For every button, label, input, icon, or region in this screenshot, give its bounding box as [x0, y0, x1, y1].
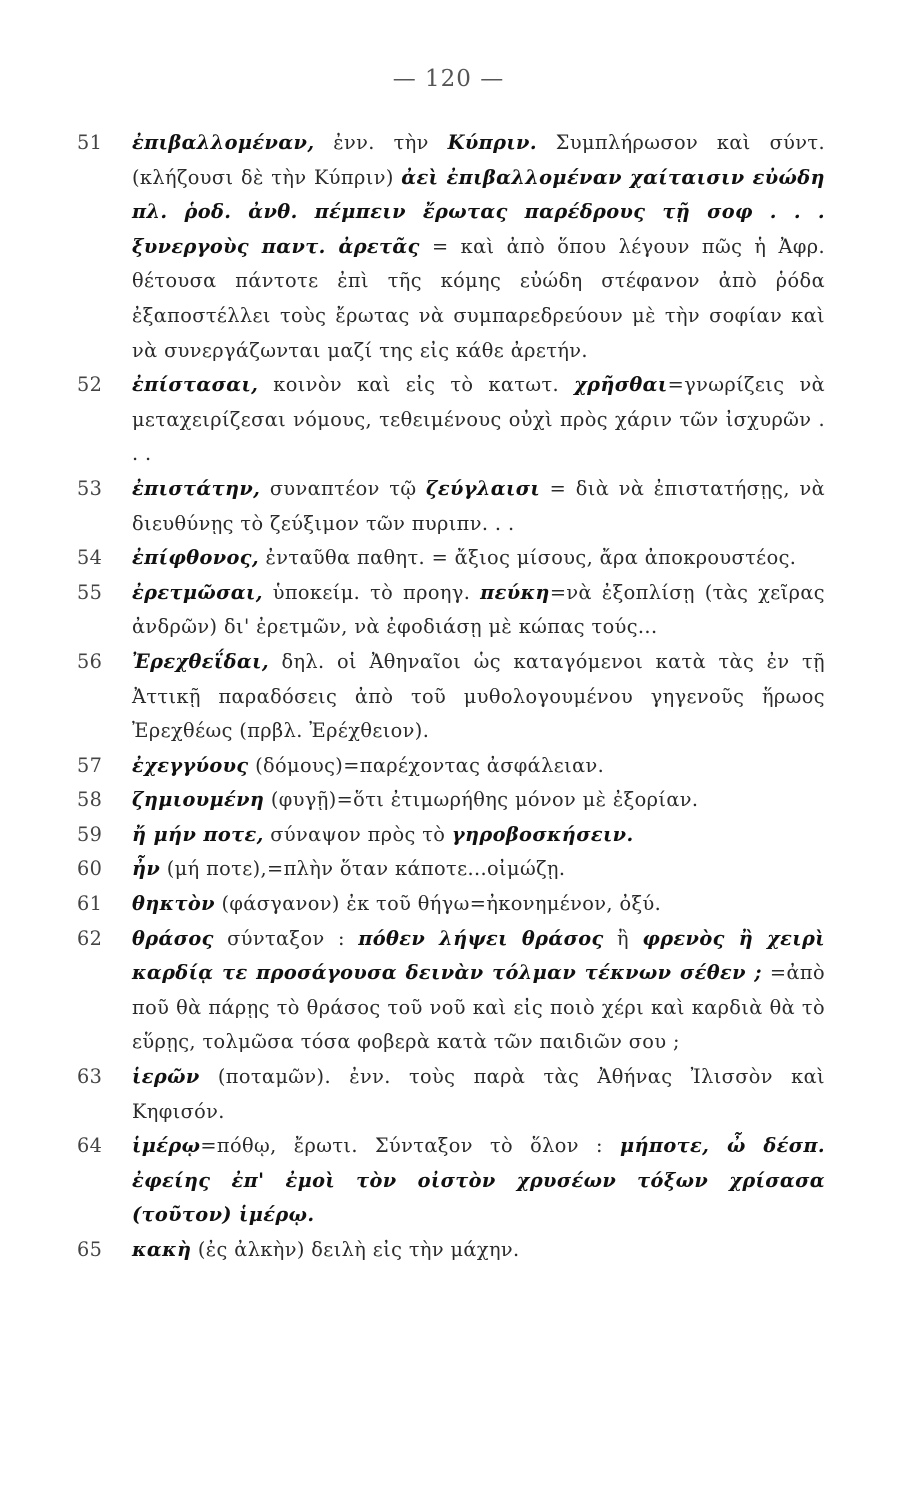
- glossary-entry: [77, 576, 825, 645]
- quoted-text: φρενὸς ἢ χειρὶ καρδίᾳ τε προσάγουσα δεινὰν τόλμαν τέκνων σέθεν ;: [132, 926, 825, 985]
- entry-text: σύναψον πρὸς τὸ: [263, 822, 452, 846]
- glossary-entry: [77, 1233, 825, 1268]
- glossary-entry: [77, 541, 825, 576]
- entry-text: Συμπλήρωσον καὶ σύντ. (κλήζουσι δὲ τὴν Κύπριν): [132, 131, 825, 189]
- quoted-text: γηροβοσκήσειν.: [451, 822, 634, 846]
- quoted-text: Κύπριν.: [447, 131, 537, 154]
- glossary-entry: [77, 852, 825, 887]
- entry-lemma: ἐπιστάτην,: [132, 476, 261, 500]
- entry-text: =ἀπὸ ποῦ θὰ πάρῃς τὸ θράσος τοῦ νοῦ καὶ εἰς ποιὸ χέρι καὶ καρδιὰ θὰ τὸ εὕρῃς, τολμῶσα τόσα φοβερὰ κατὰ τῶν παιδιῶν σου ;: [132, 961, 825, 1054]
- entry-text: κοινὸν καὶ εἰς τὸ κατωτ.: [258, 373, 575, 397]
- entry-text: (φυγῇ)=ὅτι ἐτιμωρήθης μόνον μὲ ἐξορίαν.: [264, 788, 699, 812]
- entry-text: ὑποκείμ. τὸ προηγ.: [262, 580, 481, 604]
- entry-lemma: ἦν: [132, 857, 161, 881]
- entry-lemma: ἱερῶν: [132, 1065, 200, 1089]
- entry-text: (δόμους)=παρέχοντας ἀσφάλειαν.: [248, 753, 605, 777]
- entry-number: 64: [77, 1134, 103, 1158]
- entry-lemma: ἱμέρῳ: [132, 1134, 201, 1158]
- quoted-text: χρῆσθαι: [574, 373, 668, 397]
- entry-text: (ποταμῶν). ἐνν. τοὺς παρὰ τὰς Ἀθήνας Ἰλισσὸν καὶ Κηφισόν.: [132, 1065, 825, 1123]
- entry-lemma: ἐπίφθονος,: [132, 546, 260, 570]
- glossary-entry: [77, 1129, 825, 1233]
- glossary-entry: [77, 783, 825, 818]
- entry-lemma: ἐπιβαλλομέναν,: [132, 131, 315, 154]
- glossary-entry: [77, 887, 825, 922]
- entry-number: 58: [77, 788, 103, 812]
- quoted-text: μήποτε, ὦ δέσπ. ἐφείης ἐπ' ἐμοὶ τὸν οἰστὸν χρυσέων τόξων χρίσασα (τοῦτον) ἱμέρῳ.: [132, 1134, 825, 1227]
- glossary-entries: [77, 126, 825, 1268]
- entry-text: ἐνταῦθα παθητ. = ἄξιος μίσους, ἄρα ἀποκρουστέος.: [259, 546, 797, 570]
- entry-number: 51: [77, 131, 103, 154]
- entry-lemma: ἤ μήν ποτε,: [132, 822, 264, 846]
- entry-lemma: ἐρετμῶσαι,: [132, 580, 263, 604]
- entry-text: συναπτέον τῷ: [260, 476, 427, 500]
- glossary-entry: [77, 472, 825, 541]
- entry-lemma: θηκτὸν: [132, 892, 215, 916]
- quoted-text: πόθεν λήψει θράσος: [358, 926, 604, 950]
- glossary-entry: [77, 818, 825, 853]
- entry-lemma: κακὴ: [132, 1238, 192, 1261]
- entry-text: δηλ. οἱ Ἀθηναῖοι ὡς καταγόμενοι κατὰ τὰς ἐν τῇ Ἀττικῇ παραδόσεις ἀπὸ τοῦ μυθολογουμένου γηγενοῦς ἥρωος Ἐρεχθέως (πρβλ. Ἐρέχθειον).: [132, 649, 825, 743]
- entry-number: 56: [77, 649, 103, 673]
- entry-text: (μή ποτε),=πλὴν ὅταν κάποτε...οἰμώζῃ.: [160, 857, 566, 881]
- entry-text: ἢ: [603, 926, 643, 950]
- entry-number: 62: [77, 926, 103, 950]
- glossary-entry: [77, 1060, 825, 1129]
- quoted-text: ἀεὶ ἐπιβαλλομέναν χαίταισιν εὐώδη πλ. ῥοδ. ἀνθ. πέμπειν ἔρωτας παρέδρους τῇ σοφ . . . ξυνεργοὺς παντ. ἀρετᾶς: [132, 165, 825, 258]
- entry-text: =νὰ ἐξοπλίσῃ (τὰς χεῖρας ἀνδρῶν) δι' ἐρετμῶν, νὰ ἐφοδιάσῃ μὲ κώπας τούς...: [132, 580, 825, 639]
- entry-number: 59: [77, 822, 103, 846]
- quoted-text: πεύκη: [480, 580, 550, 604]
- entry-lemma: ζημιουμένη: [132, 788, 265, 812]
- entry-text: (ἐς ἀλκὴν) δειλὴ εἰς τὴν μάχην.: [191, 1238, 520, 1261]
- glossary-entry: [77, 749, 825, 784]
- entry-text: σύνταξον :: [213, 926, 359, 950]
- entry-number: 52: [77, 373, 103, 397]
- entry-lemma: Ἐρεχθεΐδαι,: [132, 649, 269, 673]
- entry-number: 54: [77, 546, 103, 570]
- entry-text: =γνωρίζεις νὰ μεταχειρίζεσαι νόμους, τεθειμένους οὐχὶ πρὸς χάριν τῶν ἰσχυρῶν . . .: [132, 373, 825, 466]
- entry-text: ἐνν. τὴν: [314, 131, 448, 154]
- quoted-text: ζεύγλαισι: [426, 476, 541, 500]
- entry-text: = καὶ ἀπὸ ὅπου λέγουν πῶς ἡ Ἀφρ. θέτουσα πάντοτε ἐπὶ τῆς κόμης εὐώδη στέφανον ἀπὸ ῥόδα ἐξαποστέλλει τοὺς ἔρωτας νὰ συμπαρεδρεύουν μὲ τὴν σοφίαν καὶ νὰ συνεργάζωνται μαζί της εἰς κάθε ἀρετήν.: [132, 234, 825, 362]
- entry-number: 57: [77, 753, 103, 777]
- entry-lemma: ἐπίστασαι,: [132, 373, 259, 397]
- entry-lemma: θράσος: [132, 926, 214, 950]
- entry-text: =πόθῳ, ἔρωτι. Σύνταξον τὸ ὅλον :: [200, 1134, 620, 1158]
- entry-number: 55: [77, 580, 103, 604]
- glossary-entry: [77, 922, 825, 1060]
- entry-text: = διὰ νὰ ἐπιστατήσῃς, νὰ διευθύνῃς τὸ ζεύξιμον τῶν πυριπν. . .: [132, 476, 825, 535]
- entry-number: 65: [77, 1238, 103, 1261]
- glossary-entry: [77, 645, 825, 749]
- entry-text: (φάσγανον) ἐκ τοῦ θήγω=ἠκονημένον, ὀξύ.: [214, 892, 662, 916]
- entry-number: 63: [77, 1065, 103, 1089]
- entry-number: 60: [77, 857, 103, 881]
- glossary-entry: [77, 368, 825, 472]
- entry-number: 53: [77, 476, 103, 500]
- page-number: — 120 —: [392, 66, 505, 92]
- entry-lemma: ἐχεγγύους: [132, 753, 249, 777]
- glossary-entry: [77, 126, 825, 368]
- entry-number: 61: [77, 892, 103, 916]
